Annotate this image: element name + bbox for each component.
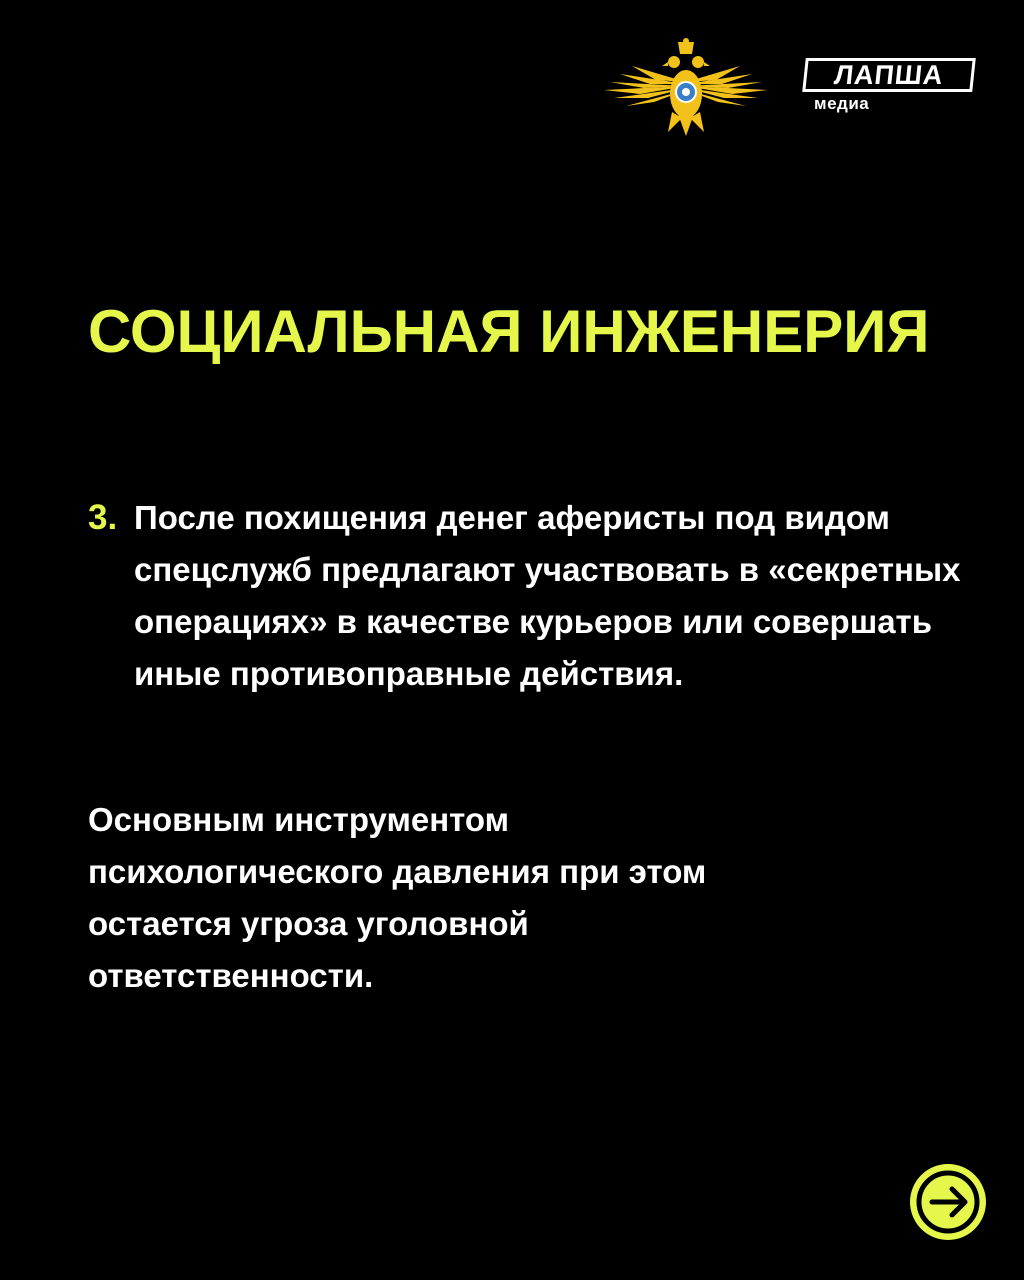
eagle-emblem-icon: [600, 38, 772, 138]
logo-main-text: ЛАПША: [802, 58, 976, 92]
list-item-number: 3.: [88, 498, 118, 537]
lapsha-media-logo: [804, 58, 980, 118]
page-title: СОЦИАЛЬНАЯ ИНЖЕНЕРИЯ: [88, 298, 930, 365]
next-slide-button[interactable]: [910, 1164, 986, 1240]
arrow-right-icon: [910, 1164, 986, 1240]
logo-sub-text: медиа: [814, 94, 870, 113]
body-paragraph: Основным инструментом психологического давления при этом остается угроза уголовной ответственности.: [88, 801, 707, 994]
list-item-text: После похищения денег аферисты под видом спецслужб предлагают участвовать в «секретных операциях» в качестве курьеров или совершать иные противоправные действия.: [134, 499, 961, 692]
list-item: [88, 492, 968, 700]
